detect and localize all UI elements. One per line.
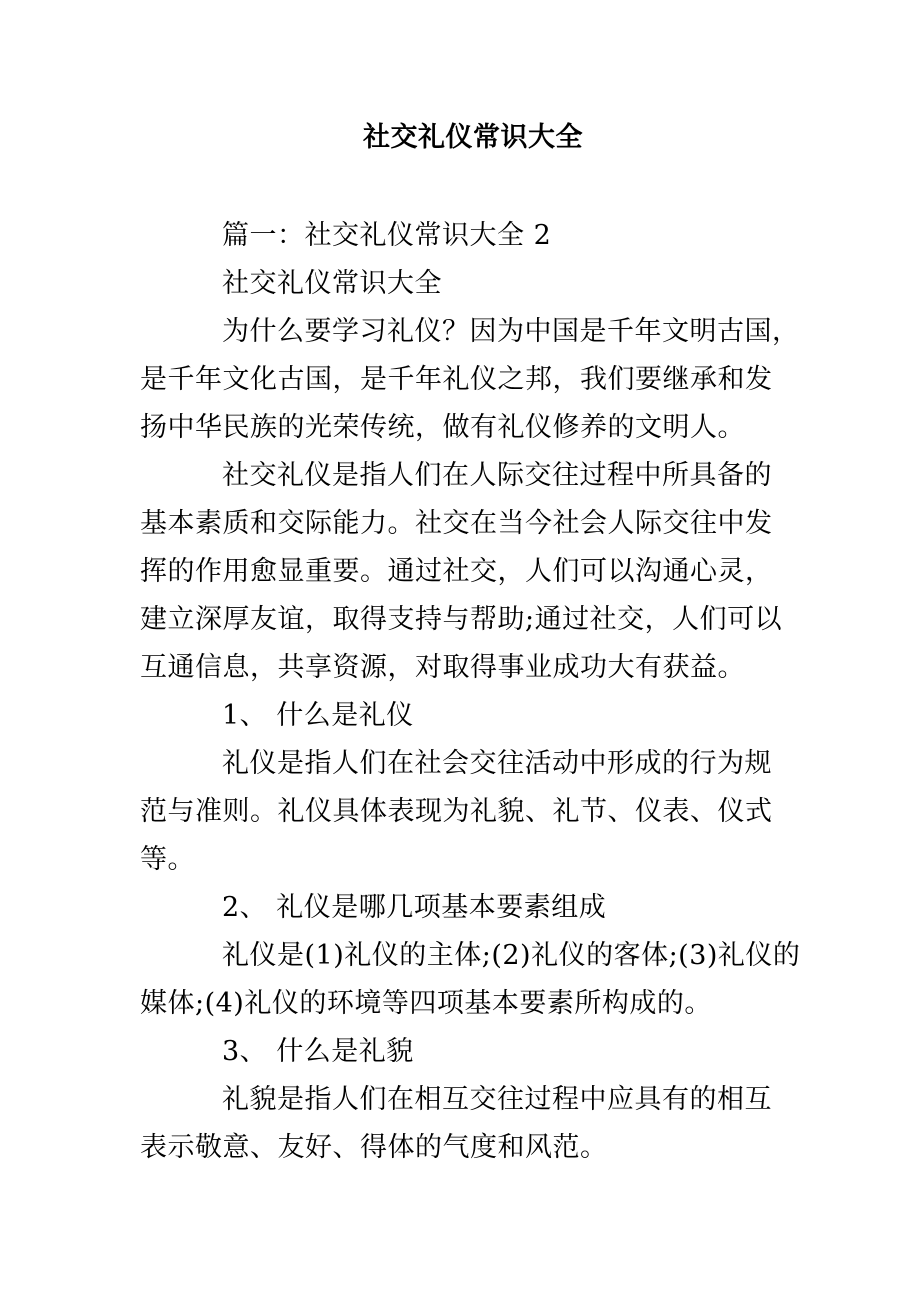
document-title: 社交礼仪常识大全 <box>363 122 583 153</box>
text-line: 表示敬意、友好、得体的气度和风范。 <box>140 1132 608 1163</box>
text-line: 基本素质和交际能力。社交在当今社会人际交往中发 <box>140 508 773 539</box>
text-line: 礼貌是指人们在相互交往过程中应具有的相互 <box>222 1084 772 1115</box>
text-line: 建立深厚友谊，取得支持与帮助;通过社交，人们可以 <box>140 604 783 635</box>
text-line: 扬中华民族的光荣传统，做有礼仪修养的文明人。 <box>140 412 745 443</box>
text-line: 等。 <box>140 844 195 875</box>
text-line: 2、 礼仪是哪几项基本要素组成 <box>222 892 607 923</box>
text-line: 3、 什么是礼貌 <box>222 1036 414 1067</box>
text-line: 媒体;(4)礼仪的环境等四项基本要素所构成的。 <box>140 988 712 1019</box>
text-line: 互通信息，共享资源，对取得事业成功大有获益。 <box>140 652 745 683</box>
text-line: 篇一：社交礼仪常识大全 2 <box>222 220 552 251</box>
text-line: 礼仪是(1)礼仪的主体;(2)礼仪的客体;(3)礼仪的 <box>222 940 801 971</box>
text-line: 社交礼仪是指人们在人际交往过程中所具备的 <box>222 460 772 491</box>
document-body <box>140 212 820 1172</box>
text-line: 1、 什么是礼仪 <box>222 700 414 731</box>
text-line: 挥的作用愈显重要。通过社交，人们可以沟通心灵， <box>140 556 773 587</box>
text-line: 社交礼仪常识大全 <box>222 268 442 299</box>
text-line: 为什么要学习礼仪？因为中国是千年文明古国， <box>222 316 800 347</box>
text-line: 范与准则。礼仪具体表现为礼貌、礼节、仪表、仪式 <box>140 796 773 827</box>
text-line: 是千年文化古国，是千年礼仪之邦，我们要继承和发 <box>140 364 773 395</box>
text-line: 礼仪是指人们在社会交往活动中形成的行为规 <box>222 748 772 779</box>
